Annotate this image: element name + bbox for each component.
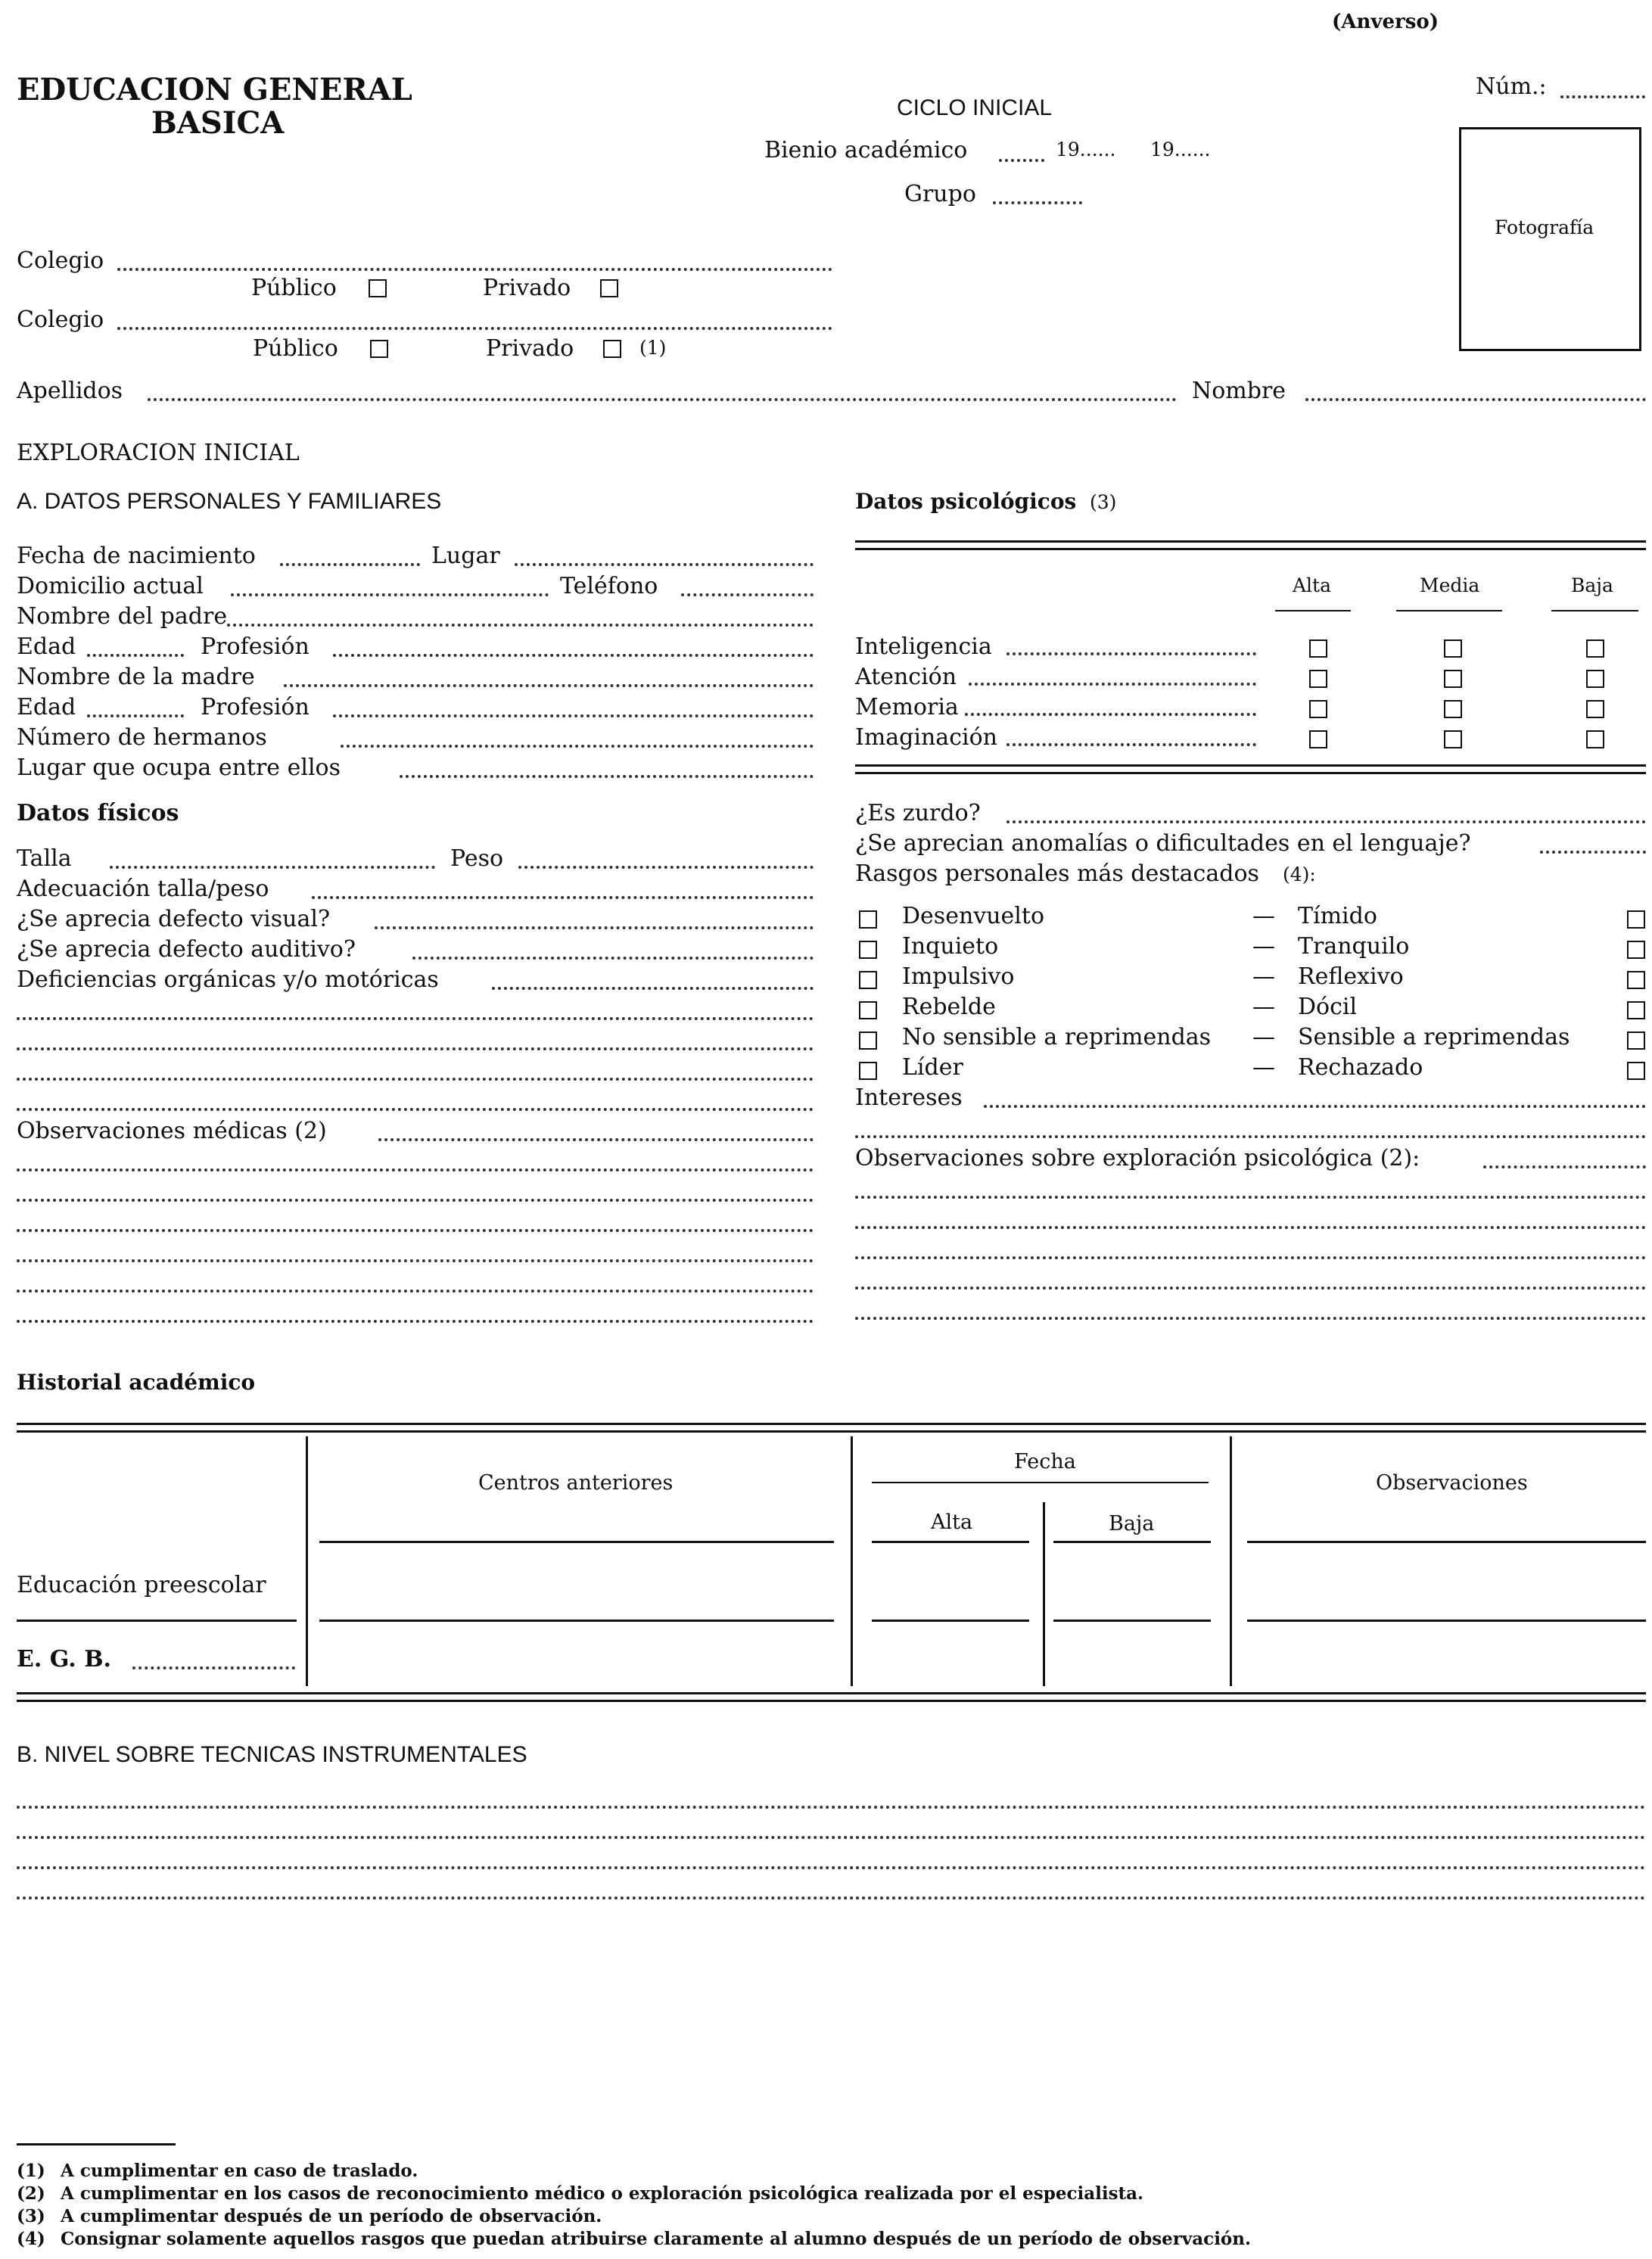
footnote-4-num: (4) <box>17 2229 45 2249</box>
psico-table-top-rule-2 <box>855 548 1646 550</box>
imaginacion-dots <box>1006 743 1256 746</box>
grupo-field[interactable] <box>993 201 1082 204</box>
preescolar-label: Educación preescolar <box>17 1572 266 1598</box>
profesion-padre-field[interactable] <box>333 654 814 657</box>
historial-title: Historial académico <box>17 1370 256 1395</box>
nombre-field[interactable] <box>1305 398 1646 401</box>
rasgo-left-checkbox-6[interactable] <box>859 1062 877 1080</box>
row-header-rule-centros <box>319 1541 834 1543</box>
grupo-label: Grupo <box>904 181 976 207</box>
obs-medicas-line-3[interactable] <box>17 1199 814 1202</box>
rasgo-left-label-3: Impulsivo <box>902 963 1015 990</box>
profesion-padre-label: Profesión <box>201 633 310 660</box>
psico-table-bottom-rule-2 <box>855 772 1646 774</box>
rasgo-right-checkbox-5[interactable] <box>1627 1031 1645 1050</box>
rasgo-dash-3: — <box>1252 963 1275 990</box>
section-b-line-3[interactable] <box>17 1866 1646 1869</box>
col-baja: Baja <box>1571 574 1613 596</box>
peso-label: Peso <box>450 845 504 872</box>
lugar-ocupa-label: Lugar que ocupa entre ellos <box>17 755 341 781</box>
lugar-ocupa-field[interactable] <box>400 775 814 778</box>
talla-field[interactable] <box>110 866 435 869</box>
intereses-label: Intereses <box>855 1084 963 1111</box>
rasgo-right-label-2: Tranquilo <box>1298 933 1410 960</box>
obs-medicas-label: Observaciones médicas (2) <box>17 1118 327 1144</box>
intereses-line-2[interactable] <box>855 1135 1646 1138</box>
deficiencias-line-2[interactable] <box>17 1017 814 1020</box>
obs-psico-line-5[interactable] <box>855 1287 1646 1290</box>
note-ref-1: (1) <box>639 337 667 359</box>
rasgo-right-label-3: Reflexivo <box>1298 963 1404 990</box>
obs-medicas-line-5[interactable] <box>17 1259 814 1262</box>
col-baja-underline <box>1551 610 1638 611</box>
rasgo-right-label-6: Rechazado <box>1298 1054 1423 1081</box>
psico-title: Datos psicológicos <box>855 489 1077 514</box>
atencion-alta-checkbox[interactable] <box>1309 670 1327 688</box>
year-1[interactable]: 19...... <box>1056 138 1116 160</box>
nombre-padre-label: Nombre del padre <box>17 603 228 630</box>
footnote-3-num: (3) <box>17 2206 45 2226</box>
obs-psico-label: Observaciones sobre exploración psicológica (2): <box>855 1145 1420 1172</box>
rasgo-left-checkbox-1[interactable] <box>859 910 877 929</box>
privado-checkbox-2[interactable] <box>603 340 621 358</box>
obs-medicas-line-2[interactable] <box>17 1168 814 1172</box>
row-header-rule-alta <box>872 1541 1029 1543</box>
zurdo-field[interactable] <box>1006 820 1646 823</box>
memoria-alta-checkbox[interactable] <box>1309 700 1327 718</box>
peso-field[interactable] <box>518 866 814 869</box>
rasgo-dash-1: — <box>1252 903 1275 929</box>
rasgo-left-label-6: Líder <box>902 1054 963 1081</box>
footnote-separator <box>17 2143 176 2145</box>
deficiencias-label: Deficiencias orgánicas y/o motóricas <box>17 966 439 993</box>
page-label: (Anverso) <box>1332 11 1439 33</box>
form-subtitle: BASICA <box>151 105 285 141</box>
visual-label: ¿Se aprecia defecto visual? <box>17 906 331 932</box>
obs-psico-field[interactable] <box>1483 1165 1646 1168</box>
lenguaje-field[interactable] <box>1540 851 1646 854</box>
talla-label: Talla <box>17 845 72 872</box>
rasgo-right-checkbox-6[interactable] <box>1627 1062 1645 1080</box>
imaginacion-label: Imaginación <box>855 724 997 751</box>
footnote-3-text: A cumplimentar después de un período de observación. <box>61 2206 602 2226</box>
adecuacion-field[interactable] <box>312 896 814 899</box>
psico-table-top-rule <box>855 540 1646 543</box>
hermanos-label: Número de hermanos <box>17 724 267 751</box>
bienio-dots[interactable] <box>999 159 1044 162</box>
publico-label-2: Público <box>253 335 338 362</box>
atencion-baja-checkbox[interactable] <box>1586 670 1604 688</box>
deficiencias-field[interactable] <box>492 987 814 990</box>
rasgo-dash-4: — <box>1252 994 1275 1020</box>
fecha-header: Fecha <box>1014 1450 1076 1473</box>
footnote-2-num: (2) <box>17 2183 45 2204</box>
domicilio-label: Domicilio actual <box>17 573 204 599</box>
footnote-2-text: A cumplimentar en los casos de reconocimiento médico o exploración psicológica realizada por el especialista. <box>61 2183 1144 2204</box>
exploracion-title: EXPLORACION INICIAL <box>17 440 300 466</box>
deficiencias-line-5[interactable] <box>17 1108 814 1111</box>
egb-dots <box>132 1666 295 1669</box>
colegio-field-1[interactable] <box>117 268 832 271</box>
year-2[interactable]: 19...... <box>1150 138 1211 160</box>
preescolar-alta-cell[interactable] <box>872 1620 1029 1622</box>
nombre-madre-field[interactable] <box>284 684 814 687</box>
num-field[interactable] <box>1560 95 1645 98</box>
rasgo-left-label-5: No sensible a reprimendas <box>902 1024 1212 1050</box>
inteligencia-baja-checkbox[interactable] <box>1586 639 1604 658</box>
footnote-4-text: Consignar solamente aquellos rasgos que puedan atribuirse claramente al alumno después de un período de observación. <box>61 2229 1251 2249</box>
fecha-nacimiento-field[interactable] <box>280 563 420 566</box>
row-header-rule-obs <box>1247 1541 1646 1543</box>
historial-bottom-rule-2 <box>17 1700 1646 1702</box>
rasgo-left-checkbox-2[interactable] <box>859 941 877 959</box>
rasgo-dash-2: — <box>1252 933 1275 960</box>
num-label: Núm.: <box>1476 73 1547 100</box>
rasgo-right-label-4: Dócil <box>1298 994 1358 1020</box>
edad-padre-label: Edad <box>17 633 76 660</box>
fecha-underline <box>872 1482 1209 1483</box>
psico-note-ref: (3) <box>1090 491 1117 513</box>
apellidos-field[interactable] <box>148 398 1177 401</box>
nombre-padre-field[interactable] <box>227 624 814 627</box>
rasgo-right-checkbox-4[interactable] <box>1627 1001 1645 1019</box>
rasgo-right-label-1: Tímido <box>1298 903 1377 929</box>
col-media-underline <box>1396 610 1502 611</box>
lugar-field[interactable] <box>515 563 814 566</box>
rasgo-left-label-4: Rebelde <box>902 994 996 1020</box>
memoria-media-checkbox[interactable] <box>1444 700 1462 718</box>
fecha-nacimiento-label: Fecha de nacimiento <box>17 543 256 569</box>
historial-top-rule <box>17 1423 1646 1425</box>
row-header-rule-baja <box>1053 1541 1211 1543</box>
col-media: Media <box>1420 574 1480 596</box>
preescolar-centros-cell[interactable] <box>319 1620 834 1622</box>
memoria-baja-checkbox[interactable] <box>1586 700 1604 718</box>
privado-label-2: Privado <box>486 335 574 362</box>
memoria-dots <box>965 713 1256 716</box>
deficiencias-line-3[interactable] <box>17 1047 814 1050</box>
obs-medicas-field[interactable] <box>378 1138 814 1141</box>
edad-madre-label: Edad <box>17 694 76 720</box>
footnote-1-num: (1) <box>17 2161 45 2181</box>
section-b-line-1[interactable] <box>17 1806 1646 1809</box>
obs-medicas-line-7[interactable] <box>17 1320 814 1323</box>
inteligencia-media-checkbox[interactable] <box>1444 639 1462 658</box>
baja-header: Baja <box>1109 1512 1155 1536</box>
obs-psico-line-2[interactable] <box>855 1196 1646 1199</box>
bienio-label: Bienio académico <box>764 137 968 163</box>
intereses-field[interactable] <box>984 1105 1646 1108</box>
obs-medicas-line-6[interactable] <box>17 1290 814 1293</box>
atencion-media-checkbox[interactable] <box>1444 670 1462 688</box>
obs-psico-line-3[interactable] <box>855 1226 1646 1229</box>
imaginacion-alta-checkbox[interactable] <box>1309 730 1327 748</box>
section-b-line-2[interactable] <box>17 1836 1646 1839</box>
imaginacion-baja-checkbox[interactable] <box>1586 730 1604 748</box>
rasgo-left-label-2: Inquieto <box>902 933 999 960</box>
historial-vline-1 <box>306 1436 308 1686</box>
colegio-field-2[interactable] <box>117 327 832 330</box>
nombre-label: Nombre <box>1192 378 1286 404</box>
telefono-label: Teléfono <box>560 573 658 599</box>
publico-label-1: Público <box>251 275 337 301</box>
memoria-label: Memoria <box>855 694 959 720</box>
rasgo-left-checkbox-4[interactable] <box>859 1001 877 1019</box>
rasgos-title: Rasgos personales más destacados <box>855 860 1259 887</box>
adecuacion-label: Adecuación talla/peso <box>17 876 269 902</box>
visual-field[interactable] <box>375 926 814 929</box>
rasgo-dash-5: — <box>1252 1024 1275 1050</box>
rasgo-right-checkbox-1[interactable] <box>1627 910 1645 929</box>
privado-checkbox-1[interactable] <box>600 279 618 297</box>
rasgo-left-checkbox-3[interactable] <box>859 971 877 989</box>
privado-label-1: Privado <box>483 275 571 301</box>
rasgo-right-checkbox-3[interactable] <box>1627 971 1645 989</box>
inteligencia-label: Inteligencia <box>855 633 992 660</box>
historial-top-rule-2 <box>17 1430 1646 1433</box>
imaginacion-media-checkbox[interactable] <box>1444 730 1462 748</box>
publico-checkbox-1[interactable] <box>369 279 387 297</box>
apellidos-label: Apellidos <box>17 378 123 404</box>
edad-padre-field[interactable] <box>87 654 184 657</box>
datos-fisicos-title: Datos físicos <box>17 800 179 826</box>
rasgo-left-checkbox-5[interactable] <box>859 1031 877 1050</box>
rasgo-right-label-5: Sensible a reprimendas <box>1298 1024 1570 1050</box>
edad-madre-field[interactable] <box>87 714 184 717</box>
inteligencia-alta-checkbox[interactable] <box>1309 639 1327 658</box>
publico-checkbox-2[interactable] <box>370 340 388 358</box>
alta-header: Alta <box>931 1511 973 1534</box>
rasgos-note: (4): <box>1283 863 1316 885</box>
auditivo-field[interactable] <box>412 957 814 960</box>
form-title: EDUCACION GENERAL <box>17 72 412 107</box>
obs-psico-line-6[interactable] <box>855 1317 1646 1320</box>
obs-psico-line-4[interactable] <box>855 1256 1646 1259</box>
zurdo-label: ¿Es zurdo? <box>855 800 981 826</box>
colegio-label-2: Colegio <box>17 306 104 333</box>
section-b-title: B. NIVEL SOBRE TECNICAS INSTRUMENTALES <box>17 1742 527 1767</box>
footnote-1-text: A cumplimentar en caso de traslado. <box>61 2161 418 2181</box>
inteligencia-dots <box>1006 652 1256 655</box>
rasgo-left-label-1: Desenvuelto <box>902 903 1045 929</box>
lenguaje-label: ¿Se aprecian anomalías o dificultades en el lenguaje? <box>855 830 1471 857</box>
atencion-label: Atención <box>855 664 957 690</box>
col-alta-underline <box>1275 610 1351 611</box>
section-a-title: A. DATOS PERSONALES Y FAMILIARES <box>17 489 442 514</box>
profesion-madre-label: Profesión <box>201 694 310 720</box>
hermanos-field[interactable] <box>341 745 814 748</box>
cycle-label: CICLO INICIAL <box>897 95 1053 120</box>
col-alta: Alta <box>1293 574 1332 596</box>
atencion-dots <box>969 683 1256 686</box>
obs-medicas-line-4[interactable] <box>17 1229 814 1232</box>
lugar-label: Lugar <box>431 543 500 569</box>
domicilio-field[interactable] <box>231 593 549 596</box>
historial-vline-4 <box>1230 1436 1232 1686</box>
centros-header: Centros anteriores <box>478 1471 674 1495</box>
photo-label: Fotografía <box>1495 216 1594 238</box>
observaciones-header: Observaciones <box>1376 1471 1528 1495</box>
historial-vline-2 <box>851 1436 853 1686</box>
auditivo-label: ¿Se aprecia defecto auditivo? <box>17 936 356 963</box>
deficiencias-line-4[interactable] <box>17 1078 814 1081</box>
colegio-label-1: Colegio <box>17 247 104 274</box>
psico-table-bottom-rule <box>855 764 1646 767</box>
profesion-madre-field[interactable] <box>333 714 814 717</box>
nombre-madre-label: Nombre de la madre <box>17 664 255 690</box>
rasgo-dash-6: — <box>1252 1054 1275 1081</box>
egb-label: E. G. B. <box>17 1646 111 1672</box>
section-b-line-4[interactable] <box>17 1897 1646 1900</box>
photo-box[interactable] <box>1459 127 1641 351</box>
rasgo-right-checkbox-2[interactable] <box>1627 941 1645 959</box>
historial-vline-3 <box>1043 1502 1045 1686</box>
historial-bottom-rule <box>17 1692 1646 1694</box>
telefono-field[interactable] <box>681 593 814 596</box>
preescolar-obs-cell[interactable] <box>1247 1620 1646 1622</box>
preescolar-rule <box>17 1620 297 1622</box>
preescolar-baja-cell[interactable] <box>1053 1620 1211 1622</box>
